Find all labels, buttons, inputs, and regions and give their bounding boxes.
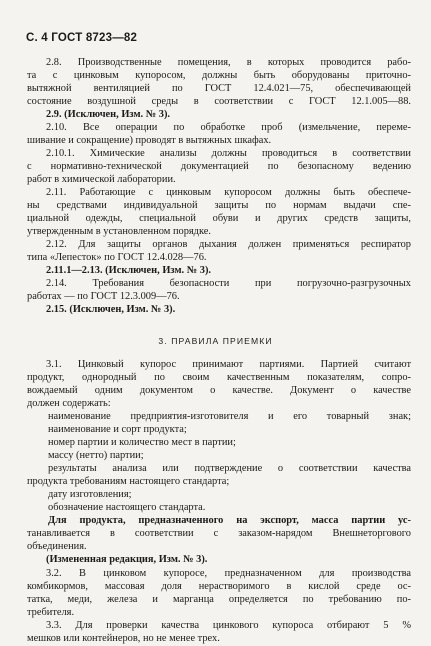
list-item: наименование и сорт продукта; — [48, 424, 187, 435]
list-item: результаты анализа или подтверждение о соответствии качества — [48, 463, 411, 474]
text-line: утвержденным в установленном порядке. — [27, 226, 211, 237]
text-line: Для продукта, предназначенного на экспорт, масса партии ус- — [48, 515, 411, 526]
text-line: 2.11.1—2.13. (Исключен, Изм. № 3). — [46, 265, 212, 276]
text-line: комбикормов, массовая доля нерастворимого в кислой среде ос- — [27, 581, 411, 592]
text-line: 3.3. Для проверки качества цинкового купороса отбирают 5 % — [46, 620, 411, 631]
list-item: массу (нетто) партии; — [48, 450, 144, 461]
text-line: должен содержать: — [27, 398, 111, 409]
text-line: 2.14. Требования безопасности при погрузочно-разгрузочных — [46, 278, 411, 289]
page-header: С. 4 ГОСТ 8723—82 — [26, 32, 138, 44]
text-line: 2.8. Производственные помещения, в которых проводится рабо- — [46, 57, 411, 68]
text-line: мешков или контейнеров, но не менее трех. — [27, 633, 220, 644]
text-line: 2.10.1. Химические анализы должны проводиться в соответствии — [46, 148, 411, 159]
text-line: работах — по ГОСТ 12.3.009—76. — [27, 291, 180, 302]
text-line: 2.9. (Исключен, Изм. № 3). — [46, 109, 171, 120]
text-line: 3.1. Цинковый купорос принимают партиями. Партией считают — [46, 359, 411, 370]
text-line: та с цинковым купоросом, должны быть оборудованы приточно- — [27, 70, 411, 81]
list-item: наименование предприятия-изготовителя и его товарный знак; — [48, 411, 411, 422]
text-line: шивание и сокращение) проводят в вытяжных шкафах. — [27, 135, 272, 146]
list-item: номер партии и количество мест в партии; — [48, 437, 236, 448]
text-line: вождаемый одним документом о качестве. Документ о качестве — [27, 385, 411, 396]
text-line: ны средствами индивидуальной защиты по нормам выдачи спе- — [27, 200, 411, 211]
text-line: 3.2. В цинковом купоросе, предназначенном для производства — [46, 568, 411, 579]
section-title: 3. ПРАВИЛА ПРИЕМКИ — [158, 336, 273, 346]
list-item: дату изготовления; — [48, 489, 132, 500]
text-line: типа «Лепесток» по ГОСТ 12.4.028—76. — [27, 252, 207, 263]
text-line: продукта требованиям настоящего стандарта; — [27, 476, 230, 487]
text-line: 2.12. Для защиты органов дыхания должен применяться респиратор — [46, 239, 411, 250]
list-item: обозначение настоящего стандарта. — [48, 502, 206, 513]
text-line: (Измененная редакция, Изм. № 3). — [46, 554, 208, 565]
text-line: танавливается в соответствии с заказом-нарядом Внешнеторгового — [27, 528, 411, 539]
text-line: с нормативно-технической документацией по безопасному ведению — [27, 161, 411, 172]
text-line: продукт, однородный по своим качественным показателям, сопро- — [27, 372, 411, 383]
text-line: состояние воздушной среды в соответствии с ГОСТ 12.1.005—88. — [27, 96, 411, 107]
text-line: 2.10. Все операции по обработке проб (измельчение, переме- — [46, 122, 411, 133]
text-line: 2.11. Работающие с цинковым купоросом должны быть обеспече- — [46, 187, 411, 198]
text-line: 2.15. (Исключен, Изм. № 3). — [46, 304, 176, 315]
text-line: требителя. — [27, 607, 75, 618]
text-line: объединения. — [27, 541, 87, 552]
text-line: вытяжной вентиляцией по ГОСТ 12.4.021—75, обеспечивающей — [27, 83, 411, 94]
text-line: татка, меди, железа и марганца определяется по требованию по- — [27, 594, 411, 605]
text-line: циальной одежды, специальной обуви и других средств защиты, — [27, 213, 411, 224]
text-line: работ в химической лаборатории. — [27, 174, 176, 185]
